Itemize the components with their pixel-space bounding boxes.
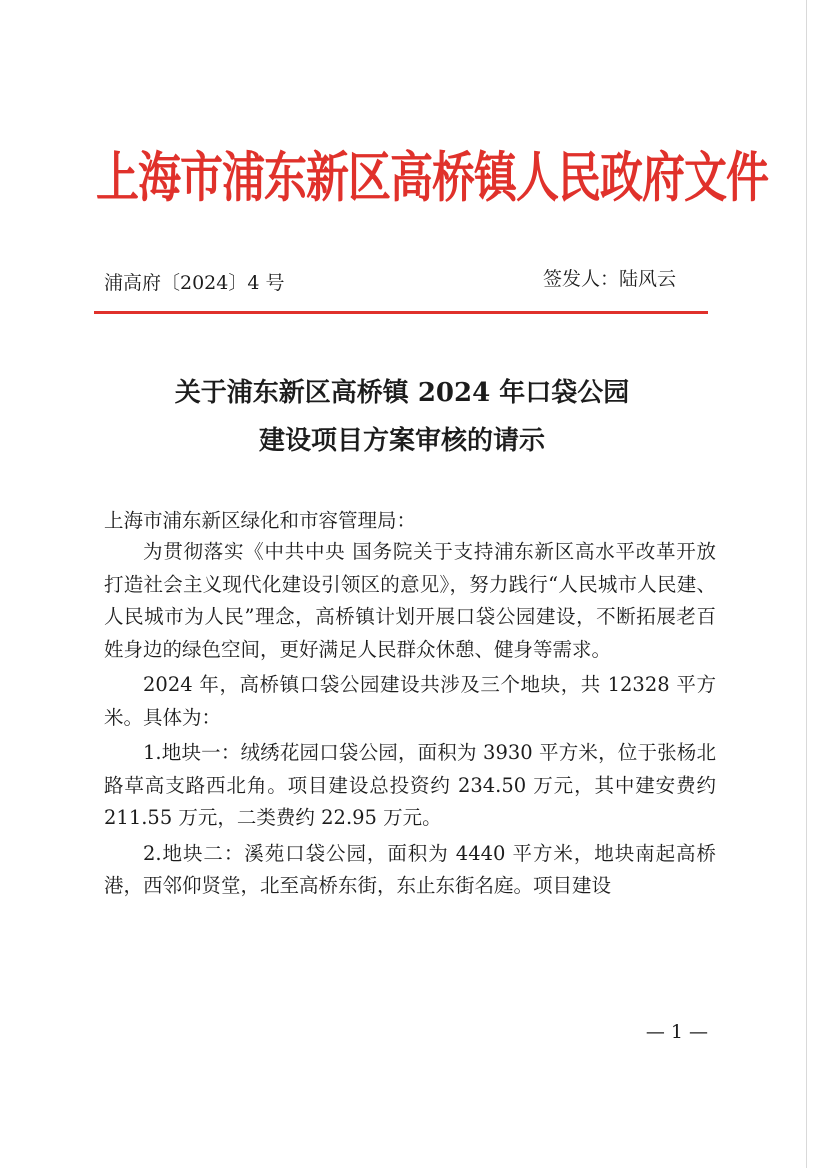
body-paragraph: 为贯彻落实《中共中央 国务院关于支持浦东新区高水平改革开放 打造社会主义现代化建设引领区的意见》，努力践行“人民城市人民建、人民城市为人民”理念，高桥镇计划开展口袋公园建设，不断拓展老百姓身边的绿色空间，更好满足人民群众休憩、健身等需求。 (104, 540, 716, 661)
body-paragraph: 1.地块一：绒绣花园口袋公园，面积为 3930 平方米，位于张杨北路草高支路西北角。项目建设总投资约 234.50 万元，其中建安费约 211.55 万元，二类费约 22.95 万元。 (104, 741, 716, 829)
red-divider-rule (94, 311, 708, 314)
body-paragraph: 2024 年，高桥镇口袋公园建设共涉及三个地块，共 12328 平方米。具体为： (104, 673, 716, 729)
salutation: 上海市浦东新区绿化和市容管理局： (104, 509, 417, 532)
document-number: 浦高府〔2024〕4 号 (104, 272, 285, 294)
body-paragraph: 2.地块二：溪苑口袋公园，面积为 4440 平方米，地块南起高桥港，西邻仰贤堂，北至高桥东街，东止东街名庭。项目建设 (104, 841, 716, 897)
agency-red-header: 上海市浦东新区高桥镇人民政府文件 (96, 147, 768, 210)
document-title-line-1: 关于浦东新区高桥镇 2024 年口袋公园 (174, 378, 630, 408)
document-title-line-2: 建设项目方案审核的请示 (258, 426, 545, 456)
issuer-label: 签发人： (542, 268, 619, 290)
page-number: — 1 — (645, 1021, 708, 1043)
page-edge-line (806, 0, 807, 1168)
issuer-name: 陆风云 (618, 268, 676, 290)
issuer-line (543, 264, 676, 291)
body-text (104, 536, 716, 903)
